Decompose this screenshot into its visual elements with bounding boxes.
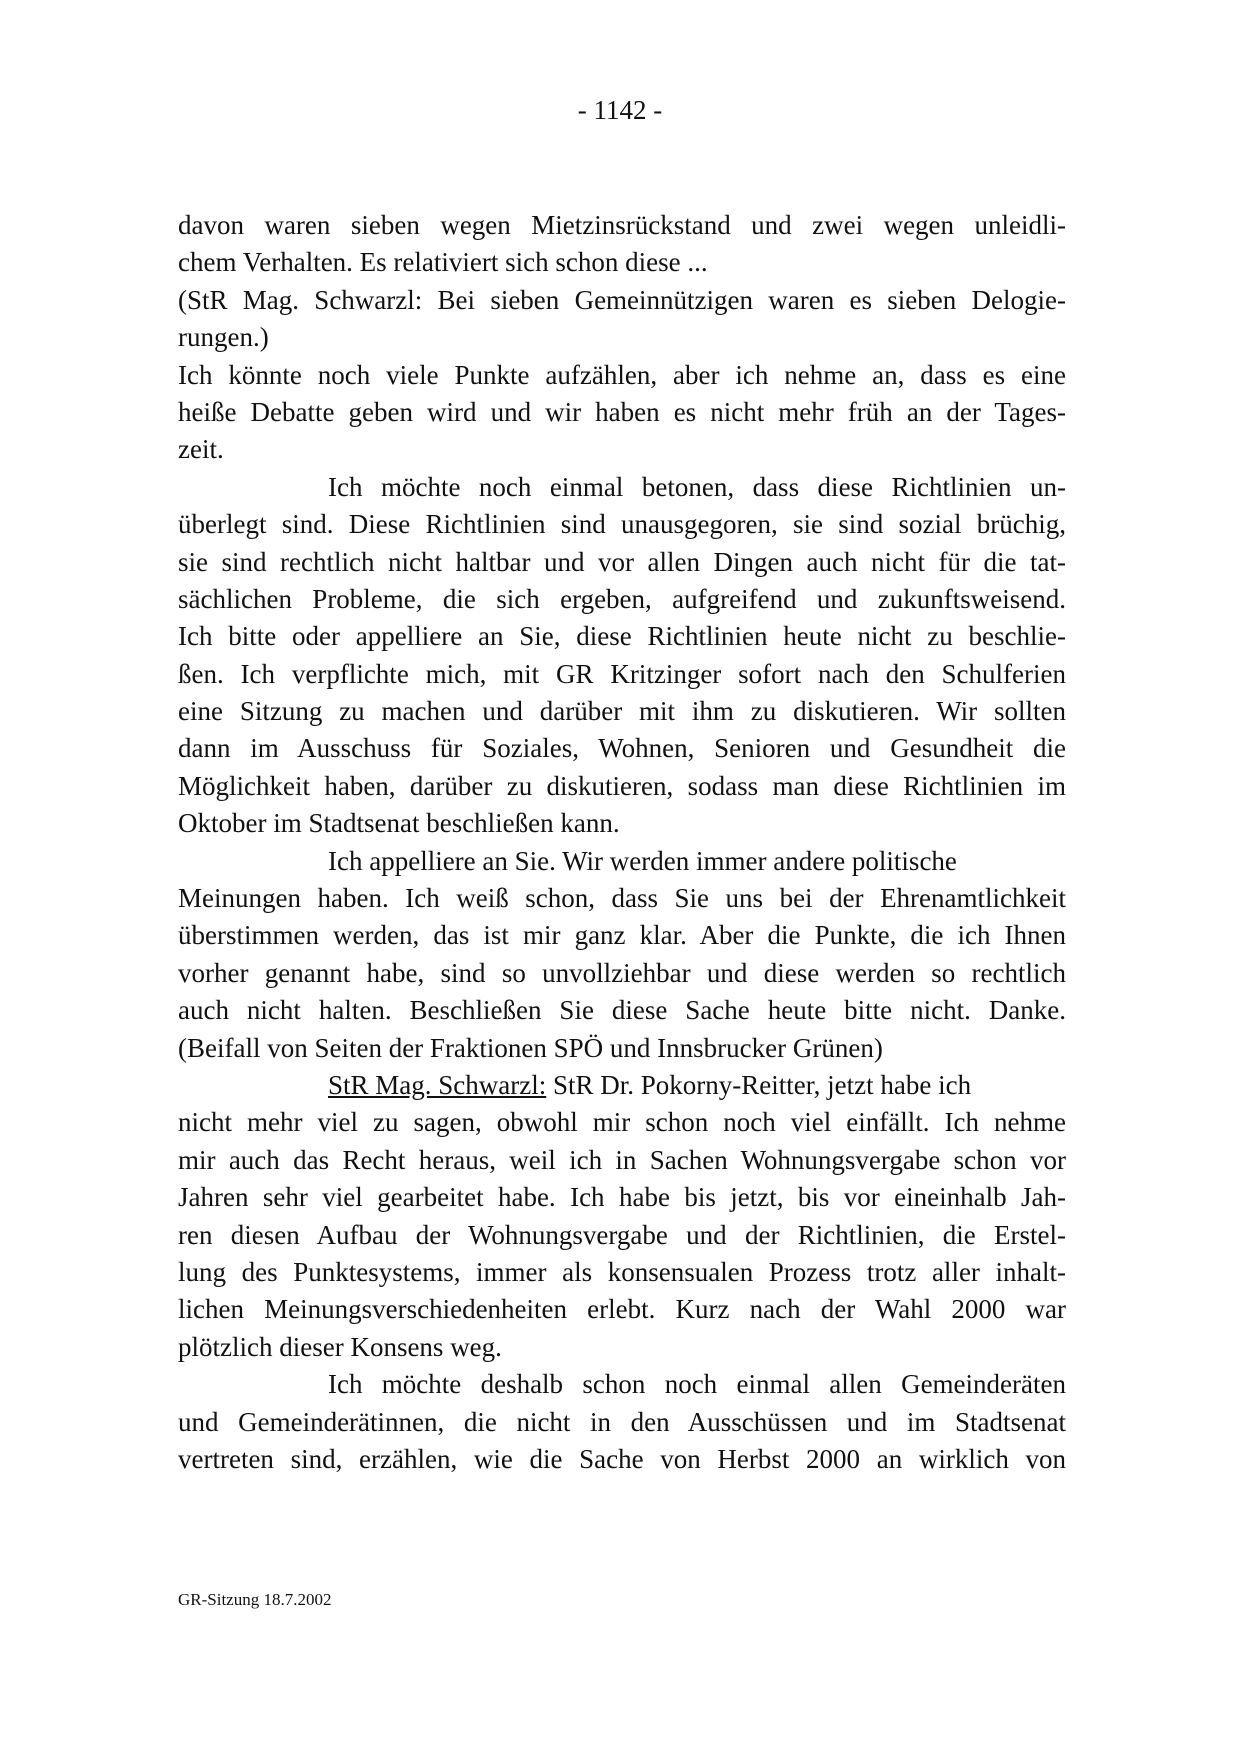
text-line: heiße Debatte geben wird und wir haben es nicht mehr früh an der Tages-	[178, 396, 1066, 427]
speaker-name: StR Mag. Schwarzl:	[328, 1069, 547, 1100]
text-line: dann im Ausschuss für Soziales, Wohnen, Senioren und Gesundheit die	[178, 733, 1066, 764]
text-line: lung des Punktesystems, immer als konsensualen Prozess trotz aller inhalt-	[178, 1256, 1066, 1287]
text-line: Ich bitte oder appelliere an Sie, diese Richtlinien heute nicht zu beschlie-	[178, 621, 1066, 652]
text-line: vorher genannt habe, sind so unvollziehbar und diese werden so rechtlich	[178, 957, 1066, 988]
text-line: mir auch das Recht heraus, weil ich in Sachen Wohnungsvergabe schon vor	[178, 1144, 1066, 1175]
text-line: ßen. Ich verpflichte mich, mit GR Kritzinger sofort nach den Schulferien	[178, 658, 1066, 689]
text-line: Oktober im Stadtsenat beschließen kann.	[178, 808, 620, 839]
text-line: sie sind rechtlich nicht haltbar und vor allen Dingen auch nicht für die tat-	[178, 546, 1066, 577]
text-line: eine Sitzung zu machen und darüber mit ihm zu diskutieren. Wir sollten	[178, 696, 1066, 727]
page-number: - 1142 -	[577, 95, 663, 125]
document-body	[178, 207, 1066, 1478]
speaker-line	[178, 1067, 1066, 1104]
text-line: nicht mehr viel zu sagen, obwohl mir schon noch viel einfällt. Ich nehme	[178, 1107, 1066, 1138]
text-line: Ich könnte noch viele Punkte aufzählen, aber ich nehme an, dass es eine	[178, 359, 1066, 390]
text-line: (Beifall von Seiten der Fraktionen SPÖ und Innsbrucker Grünen)	[178, 1032, 883, 1063]
text-line: (StR Mag. Schwarzl: Bei sieben Gemeinnützigen waren es sieben Delogie-	[178, 284, 1066, 315]
text-line: Möglichkeit haben, darüber zu diskutieren, sodass man diese Richtlinien im	[178, 770, 1066, 801]
text-line: lichen Meinungsverschiedenheiten erlebt. Kurz nach der Wahl 2000 war	[178, 1294, 1066, 1325]
text-line: Jahren sehr viel gearbeitet habe. Ich habe bis jetzt, bis vor eineinhalb Jah-	[178, 1182, 1066, 1213]
text-line: Ich möchte noch einmal betonen, dass diese Richtlinien un-	[328, 471, 1066, 502]
text-line: ren diesen Aufbau der Wohnungsvergabe und der Richtlinien, die Erstel-	[178, 1219, 1066, 1250]
text-line: zeit.	[178, 434, 224, 465]
text-line: Ich möchte deshalb schon noch einmal allen Gemeinderäten	[328, 1369, 1066, 1400]
text-line: rungen.)	[178, 322, 269, 353]
text-line: überlegt sind. Diese Richtlinien sind unausgegoren, sie sind sozial brüchig,	[178, 509, 1066, 540]
text-line: überstimmen werden, das ist mir ganz klar. Aber die Punkte, die ich Ihnen	[178, 920, 1066, 951]
text-line: Ich appelliere an Sie. Wir werden immer andere politische	[328, 845, 957, 876]
text-line: Meinungen haben. Ich weiß schon, dass Sie uns bei der Ehrenamtlichkeit	[178, 883, 1066, 914]
page-footer: GR-Sitzung 18.7.2002	[178, 1590, 332, 1609]
speaker-text: StR Dr. Pokorny-Reitter, jetzt habe ich	[546, 1069, 972, 1100]
text-line: chem Verhalten. Es relativiert sich schon diese ...	[178, 247, 708, 278]
text-line: auch nicht halten. Beschließen Sie diese Sache heute bitte nicht. Danke.	[178, 995, 1066, 1026]
text-line: vertreten sind, erzählen, wie die Sache von Herbst 2000 an wirklich von	[178, 1443, 1066, 1474]
text-line: plötzlich dieser Konsens weg.	[178, 1331, 502, 1362]
text-line: und Gemeinderätinnen, die nicht in den Ausschüssen und im Stadtsenat	[178, 1406, 1066, 1437]
text-line: sächlichen Probleme, die sich ergeben, aufgreifend und zukunftsweisend.	[178, 583, 1066, 614]
text-line: davon waren sieben wegen Mietzinsrückstand und zwei wegen unleidli-	[178, 210, 1066, 240]
